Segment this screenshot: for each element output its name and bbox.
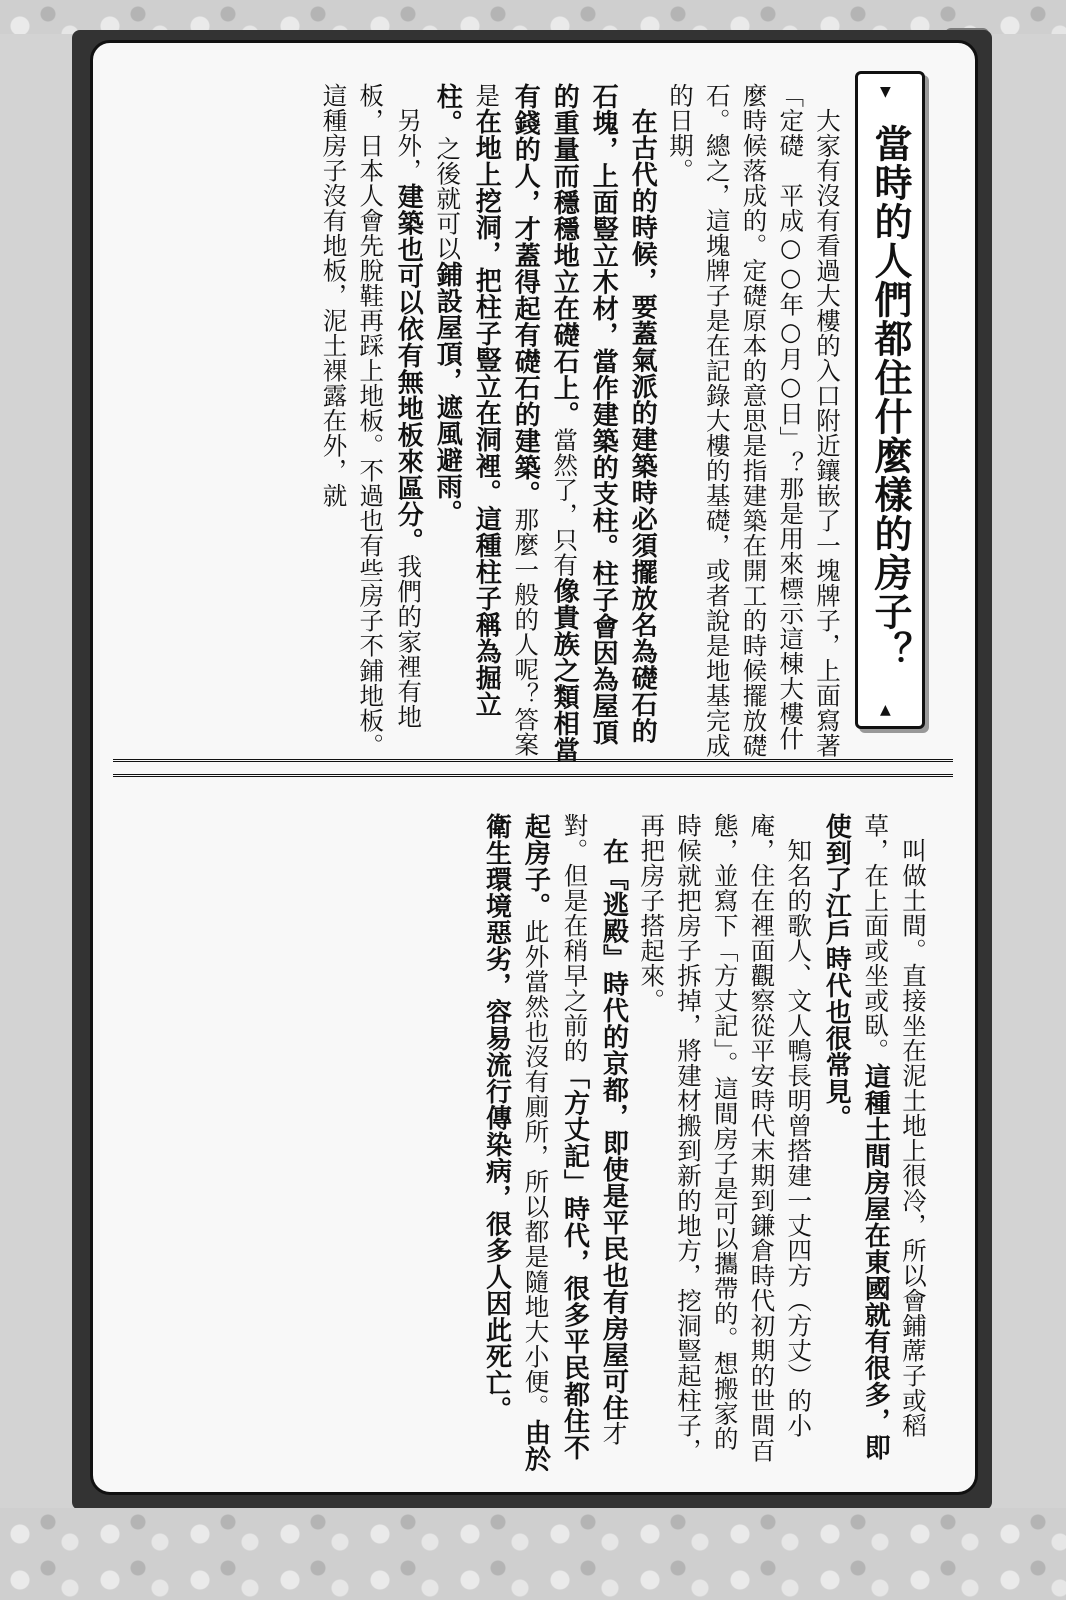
- bold-text-segment: 由於衛生環境惡劣，容易流行傳染病，很多人因此死亡。: [481, 813, 551, 1472]
- bold-text-segment: 在『逃殿』時代的京都，即使是平民也有房屋可住: [598, 838, 629, 1421]
- bold-text-segment: 建築也可以依有無地板來區分。: [393, 183, 424, 554]
- bold-text-segment: 這種土間房屋在東國就有很多，即使到了江戶時代也很常見。: [821, 813, 891, 1461]
- paragraph: [477, 813, 633, 1473]
- text-segment: 此外當然也沒有廁所，所以都是隨地大小便。: [521, 919, 551, 1419]
- text-segment: 當然了，只有: [550, 427, 580, 578]
- ornamental-border-top: [0, 0, 1066, 34]
- bold-text-segment: 在地上挖洞，把柱子豎立在洞裡。這種柱子稱為掘立柱。: [432, 83, 502, 718]
- paragraph: [427, 83, 661, 763]
- text-segment: 大家有沒有看過大樓的入口附近鑲嵌了一塊牌子，上面寫著「定礎 平成○○年○月○日」？那是用來標示這棟大樓什麼時候落成的。定礎原本的意思是指建築在開工的時候擺放礎石。總之，這塊牌子是在記錄大樓的基礎，或者說是地基完成的日期。: [666, 83, 842, 758]
- text-segment: 那麼一般的人呢？答案是: [472, 83, 541, 757]
- bottom-text-block: [477, 813, 932, 1473]
- ornamental-border-bottom: [0, 1508, 1066, 1600]
- text-segment: 才對。但是在稍早之前的: [560, 813, 629, 1446]
- paragraph: [633, 813, 817, 1473]
- text-segment: 另外，: [394, 108, 424, 183]
- title-box: [855, 71, 925, 729]
- bold-text-segment: 「方丈記」時代，很多平民都住不起房子。: [520, 813, 590, 1461]
- bold-text-segment: 鋪設屋頂，遮風避雨。: [432, 261, 463, 526]
- triangle-down-icon: ▼: [880, 84, 891, 100]
- text-segment: 之後就可以: [433, 136, 463, 261]
- bold-text-segment: 像貴族之類相當有錢的人，才蓋得起有礎石的建築。: [510, 83, 580, 763]
- text-segment: 我們的家裡有地板，日本人會先脫鞋再踩上地板。不過也有些房子不鋪地板。這種房子沒有地板，泥土裸露在外，就: [319, 83, 424, 758]
- text-panel: [90, 40, 978, 1495]
- text-segment: 叫做土間。直接坐在泥土地上很冷，所以會鋪蓆子或稻草，在上面或坐或臥。: [861, 813, 928, 1438]
- triangle-up-icon: ▲: [880, 702, 891, 718]
- paragraph: [816, 813, 931, 1473]
- top-text-block: [315, 83, 845, 763]
- paragraph: [661, 83, 845, 763]
- section-title: 當時的人們都住什麼樣的房子？: [868, 124, 912, 670]
- bold-text-segment: 在古代的時候，要蓋氣派的建築時必須擺放名為礎石的石塊，上面豎立木材，當作建築的支柱。柱子會因為屋頂的重量而穩穩地立在礎石上。: [549, 83, 658, 746]
- page-margin-right: [986, 34, 1066, 1508]
- text-segment: 知名的歌人、文人鴨長明曾搭建一丈四方（方丈）的小庵，住在裡面觀察從平安時代末期到鎌倉時代初期的世間百態，並寫下「方丈記」。這間房子是可以攜帶的。想搬家的時候就把房子拆掉，將建材搬到新的地方，挖洞豎起柱子，再把房子搭起來。: [637, 813, 814, 1463]
- paragraph: [315, 83, 428, 763]
- section-divider: [113, 759, 953, 777]
